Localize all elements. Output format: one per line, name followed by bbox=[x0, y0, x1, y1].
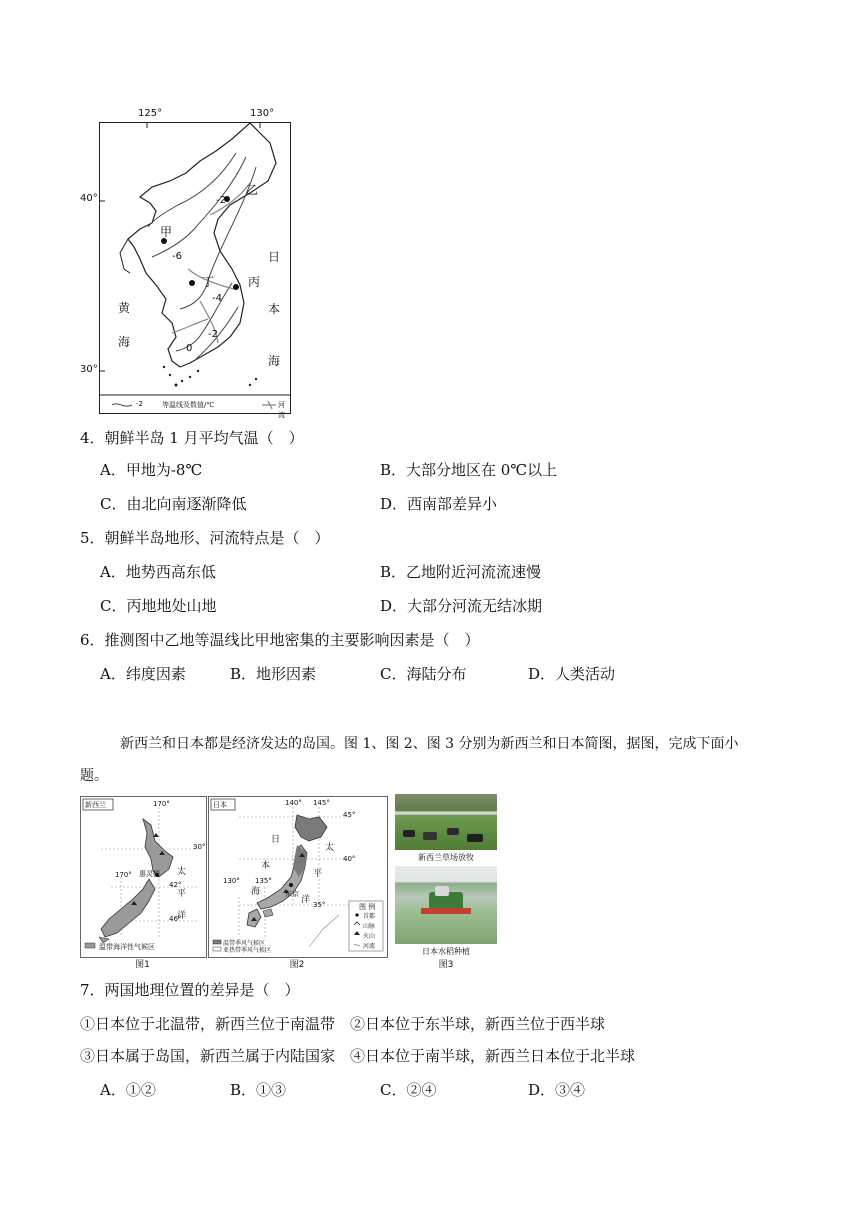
fig1-lon-label: 170° bbox=[153, 800, 170, 808]
korea-map-drawing bbox=[100, 123, 290, 413]
place-yi: 乙 bbox=[246, 183, 259, 197]
lat-label-40: 40° bbox=[80, 193, 98, 204]
cow-shape bbox=[423, 832, 437, 840]
place-ding: 丁 bbox=[202, 275, 215, 289]
q5-option-b[interactable]: B．乙地附近河流流速慢 bbox=[380, 563, 542, 581]
q6-option-b[interactable]: B．地形因素 bbox=[230, 665, 317, 683]
fig2-legend-river: 河流 bbox=[363, 943, 376, 950]
isotherm-label: -2 bbox=[216, 195, 226, 206]
fig2-japan-map bbox=[208, 796, 388, 958]
isotherm-label: 0 bbox=[186, 343, 193, 354]
fig2-legend-volcano: 火山 bbox=[363, 933, 376, 940]
q7-statement-1-2: ①日本位于北温带，新西兰位于南温带 ②日本位于东半球，新西兰位于西半球 bbox=[80, 1015, 606, 1033]
q7-statement-3-4: ③日本属于岛国，新西兰属于内陆国家 ④日本位于南半球，新西兰日本位于北半球 bbox=[80, 1047, 636, 1065]
fig2-sea-japan-label: 日 本 海 bbox=[251, 835, 281, 897]
cow-shape bbox=[467, 834, 483, 842]
isotherm-label: -2 bbox=[208, 329, 218, 340]
q5-option-a[interactable]: A．地势西高东低 bbox=[100, 563, 216, 581]
fig1-sea-pacific: 太 平 洋 bbox=[177, 867, 187, 921]
legend-sample-value: -2 bbox=[136, 400, 143, 408]
fig2-lon-label: 130° bbox=[223, 877, 240, 885]
q4-option-c[interactable]: C．由北向南逐渐降低 bbox=[100, 495, 247, 513]
isotherm-label: -4 bbox=[212, 293, 222, 304]
fig2-lon-label: 140° bbox=[285, 799, 302, 807]
q7-stem: 7．两国地理位置的差异是（ ） bbox=[80, 981, 300, 999]
passage-line-2: 题。 bbox=[80, 768, 108, 784]
korea-map bbox=[99, 122, 291, 419]
isotherm-label: -6 bbox=[172, 251, 182, 262]
q7-option-b[interactable]: B．①③ bbox=[230, 1081, 287, 1099]
q4-option-d[interactable]: D．西南部差异小 bbox=[380, 495, 498, 513]
fig2-climate-legend-2: 亚热带季风气候区 bbox=[223, 947, 272, 954]
fig2-legend-capital: 首都 bbox=[363, 913, 376, 920]
fig1-legend: 温带海洋性气候区 bbox=[99, 943, 155, 951]
fig1-lat-label: 30° bbox=[193, 843, 206, 851]
fig2-legend-title: 图 例 bbox=[359, 903, 376, 911]
fig1-lat-label: 46° bbox=[169, 915, 182, 923]
q6-option-d[interactable]: D．人类活动 bbox=[528, 665, 616, 683]
fig1-lon-label: 170° bbox=[115, 871, 132, 879]
q7-option-d[interactable]: D．③④ bbox=[528, 1081, 586, 1099]
photo-japan-caption: 日本水稻种植 bbox=[422, 947, 470, 956]
q7-option-a[interactable]: A．①② bbox=[100, 1081, 156, 1099]
q4-stem: 4．朝鲜半岛 1 月平均气温（ ） bbox=[80, 429, 304, 447]
place-bing: 丙 bbox=[248, 275, 261, 289]
fig2-lon-label: 145° bbox=[313, 799, 330, 807]
cow-shape bbox=[403, 830, 415, 837]
cow-shape bbox=[447, 828, 459, 835]
lon-label-130: 130° bbox=[250, 108, 275, 119]
sea-label-japan: 日 本 海 bbox=[268, 250, 281, 368]
fig1-caption: 图1 bbox=[135, 960, 150, 970]
q4-option-a[interactable]: A．甲地为-8℃ bbox=[100, 461, 203, 479]
fig1-lat-label: 42° bbox=[169, 881, 182, 889]
lon-label-125: 125° bbox=[138, 108, 163, 119]
photo-japan-rice bbox=[395, 866, 497, 944]
fig2-lon-label: 135° bbox=[255, 877, 272, 885]
fig2-lat-label: 40° bbox=[343, 855, 356, 863]
fig1-new-zealand-map bbox=[80, 796, 207, 958]
photo-nz-grazing bbox=[395, 794, 497, 850]
q6-stem: 6．推测图中乙地等温线比甲地密集的主要影响因素是（ ） bbox=[80, 631, 480, 649]
q5-option-d[interactable]: D．大部分河流无结冰期 bbox=[380, 597, 543, 615]
fig2-caption: 图2 bbox=[289, 960, 305, 970]
q7-option-c[interactable]: C．②④ bbox=[380, 1081, 437, 1099]
q4-option-b[interactable]: B．大部分地区在 0℃以上 bbox=[380, 461, 558, 479]
fig2-city-tokyo: 东京 bbox=[285, 890, 299, 898]
fig1-city-wellington: 惠灵顿 bbox=[139, 870, 160, 878]
fig2-lat-label: 45° bbox=[343, 811, 356, 819]
q5-option-c[interactable]: C．丙地地处山地 bbox=[100, 597, 217, 615]
legend-river: 河流 bbox=[278, 401, 285, 419]
planter-seat-shape bbox=[435, 886, 449, 896]
fig2-legend-mountain: 山脉 bbox=[363, 923, 376, 930]
q6-option-a[interactable]: A．纬度因素 bbox=[100, 665, 186, 683]
legend-isotherm: 等温线及数值/℃ bbox=[162, 401, 215, 409]
photo-nz-caption: 新西兰草场放牧 bbox=[418, 853, 474, 862]
fig1-title: 新西兰 bbox=[85, 801, 106, 809]
place-jia: 甲 bbox=[160, 225, 173, 239]
sea-label-yellow: 黄 海 bbox=[118, 301, 131, 349]
fig2-climate-legend-1: 温带季风气候区 bbox=[223, 940, 266, 947]
planter-frame-shape bbox=[421, 908, 471, 914]
fig3-caption: 图3 bbox=[438, 960, 454, 970]
q6-option-c[interactable]: C．海陆分布 bbox=[380, 665, 467, 683]
q5-stem: 5．朝鲜半岛地形、河流特点是（ ） bbox=[80, 529, 330, 547]
fig2-title: 日本 bbox=[213, 801, 227, 809]
passage-line-1: 新西兰和日本都是经济发达的岛国。图 1、图 2、图 3 分别为新西兰和日本简图，据图，完成下面小 bbox=[120, 736, 739, 752]
fig2-lat-label: 35° bbox=[313, 901, 326, 909]
lat-label-30: 30° bbox=[80, 364, 98, 375]
fig2-sea-pacific-label: 太 平 洋 bbox=[301, 843, 335, 905]
